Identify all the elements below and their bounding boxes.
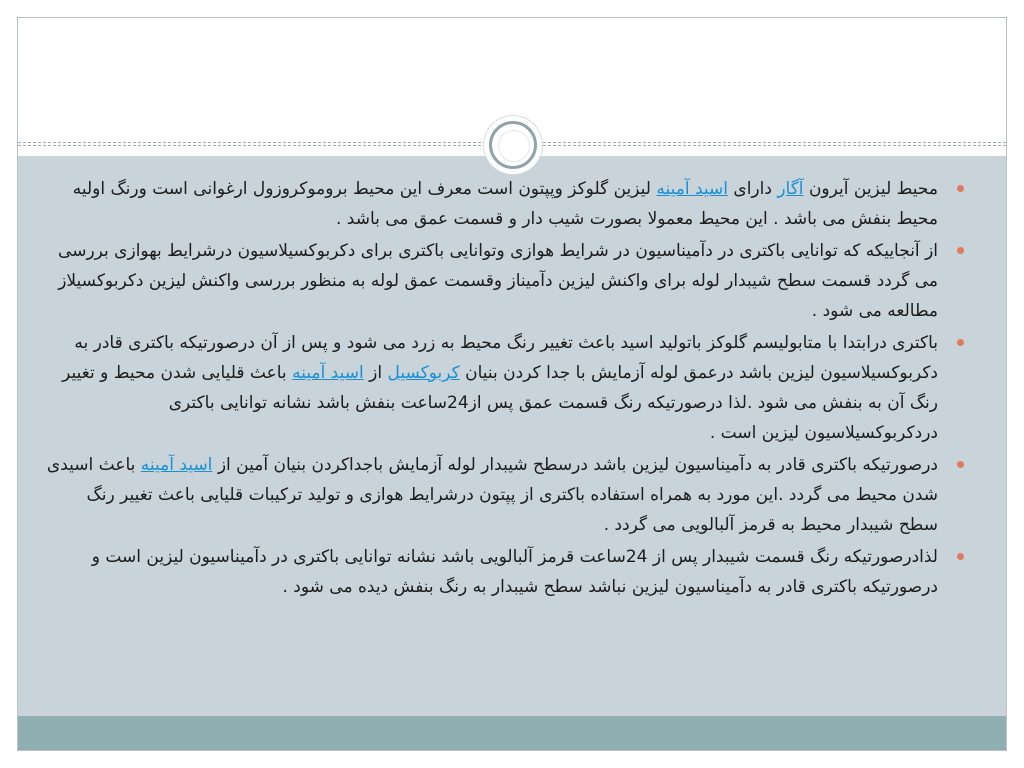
amino-acid-link-2[interactable]: اسید آمینه <box>292 363 364 383</box>
circle-ornament-core <box>498 130 530 162</box>
bullet-4-text-b: باعث اسیدی شدن محیط می گردد .این مورد به همراه استفاده باکتری از پپتون درشرایط هوازی و تولید ترکیبات قلیایی باعث تغییر رنگ سطح شیبدار محیط به قرمز آلبالویی می گردد . <box>46 455 938 535</box>
bullet-dot-icon <box>957 185 964 192</box>
bullet-item-4 <box>46 450 966 540</box>
bullet-5-text: لذادرصورتیکه رنگ قسمت شیبدار پس از 24ساعت قرمز آلبالویی باشد نشانه توانایی باکتری در دآمیناسیون لیزین است و درصورتیکه باکتری قادر به دآمیناسیون لیزین نباشد سطح شیبدار به رنگ بنفش دیده می شود . <box>91 547 938 597</box>
carboxyl-link[interactable]: کربوکسیل <box>387 363 460 383</box>
amino-acid-link[interactable]: اسید آمینه <box>656 179 728 199</box>
bullet-3-text-b: از <box>363 363 388 383</box>
footer-band <box>18 716 1006 751</box>
bullet-item-3 <box>46 328 966 448</box>
bullet-1-text-b: دارای <box>727 179 778 199</box>
circle-ornament-ring <box>489 121 537 169</box>
bullet-dot-icon <box>957 339 964 346</box>
bullet-item-1 <box>46 174 966 234</box>
bullet-1-text-a: محیط لیزین آیرون <box>803 179 938 199</box>
bullet-3-text-c: باعث قلیایی شدن محیط و تغییر رنگ آن به بنفش می شود .لذا درصورتیکه رنگ قسمت عمق پس از24ساعت بنفش باشد نشانه توانایی باکتری دردکربوکسیلاسیون لیزین است . <box>62 363 938 443</box>
bullet-item-2 <box>46 236 966 326</box>
slide <box>17 17 1007 751</box>
bullet-4-text-a: درصورتیکه باکتری قادر به دآمیناسیون لیزین باشد درسطح شیبدار لوله آزمایش باجداکردن بنیان آمین از <box>212 455 938 475</box>
bullet-item-5 <box>46 542 966 602</box>
bullet-1-text-c: لیزین گلوکز وپپتون است معرف این محیط بروموکروزول ارغوانی است ورنگ اولیه محیط بنفش می باشد . این محیط معمولا بصورت شیب دار و قسمت عمق می باشد . <box>72 179 938 229</box>
bullet-dot-icon <box>957 461 964 468</box>
bullet-dot-icon <box>957 553 964 560</box>
bullet-dot-icon <box>957 247 964 254</box>
bullet-list <box>46 174 966 604</box>
bullet-2-text: از آنجاییکه که توانایی باکتری در دآمیناسیون در شرایط هوازی وتوانایی باکتری برای دکربوکسیلاسیون درشرایط بهوازی بررسی می گردد قسمت سطح شیبدار لوله برای واکنش لیزین دآمیناز وقسمت عمق لوله به منظور بررسی واکنش لیزین دکربوکسیلاز مطالعه می شود . <box>58 241 938 321</box>
amino-acid-link-3[interactable]: اسید آمینه <box>140 455 213 475</box>
agar-link[interactable]: آگار <box>777 179 804 199</box>
circle-ornament-icon <box>484 116 542 174</box>
bullet-3-text-a: باکتری درابتدا با متابولیسم گلوکز باتولید اسید باعث تغییر رنگ محیط به زرد می شود و پس از آن درصورتیکه باکتری قادر به دکربوکسیلاسیون لیزین باشد درعمق لوله آزمایش با جدا کردن بنیان <box>74 333 938 383</box>
